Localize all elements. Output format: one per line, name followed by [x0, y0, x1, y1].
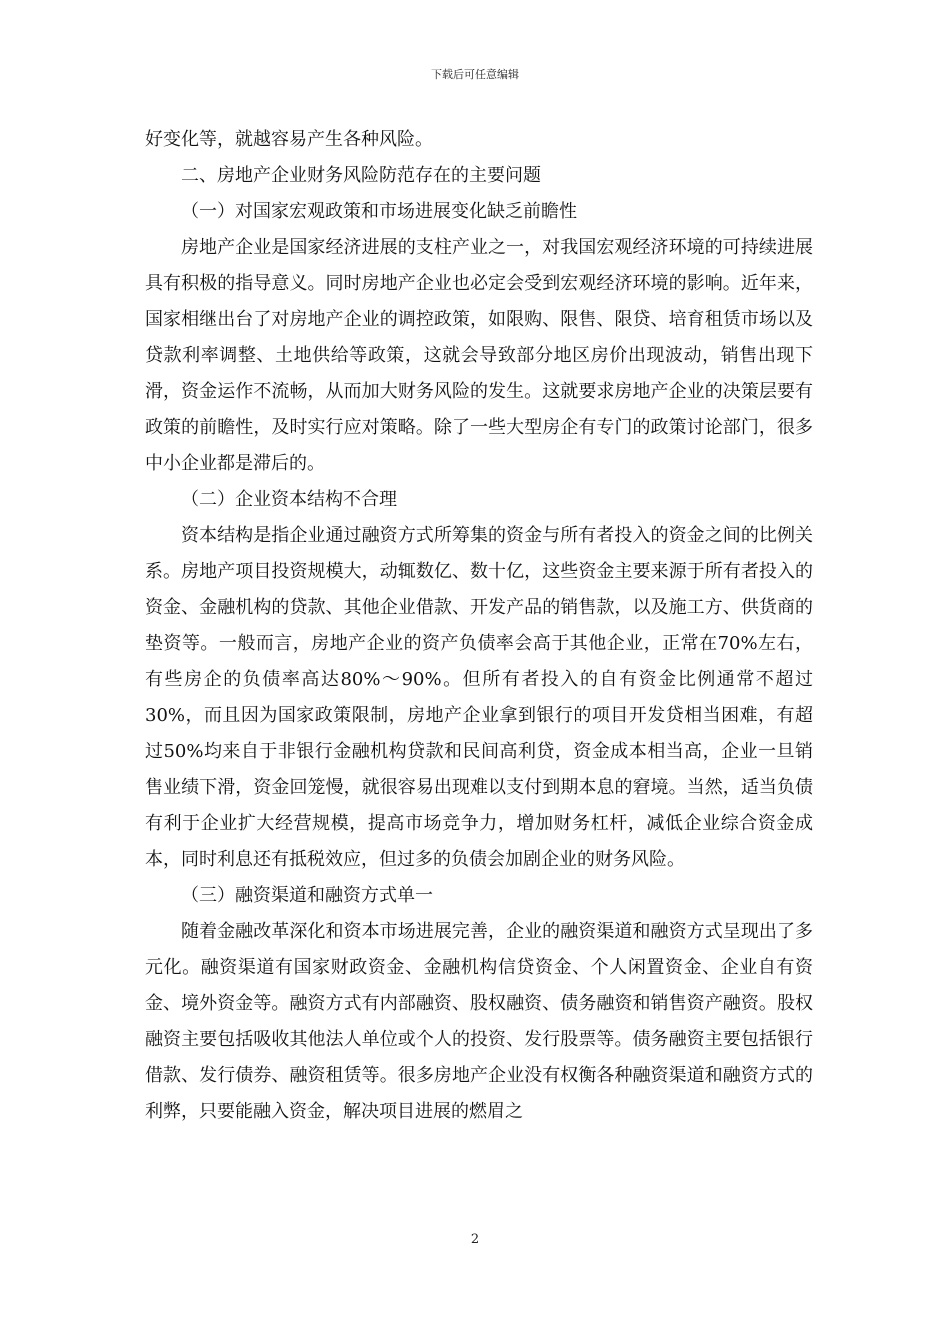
body-text [145, 122, 813, 1130]
page-number: 2 [470, 1232, 480, 1247]
paragraph-1: 房地产企业是国家经济进展的支柱产业之一，对我国宏观经济环境的可持续进展具有积极的指导意义。同时房地产企业也必定会受到宏观经济环境的影响。近年来，国家相继出台了对房地产企业的调控政策，如限购、限售、限贷、培育租赁市场以及贷款利率调整、土地供给等政策，这就会导致部分地区房价出现波动，销售出现下滑，资金运作不流畅，从而加大财务风险的发生。这就要求房地产企业的决策层要有政策的前瞻性，及时实行应对策略。除了一些大型房企有专门的政策讨论部门，很多中小企业都是滞后的。 [145, 237, 813, 474]
paragraph-2: 资本结构是指企业通过融资方式所筹集的资金与所有者投入的资金之间的比例关系。房地产项目投资规模大，动辄数亿、数十亿，这些资金主要来源于所有者投入的资金、金融机构的贷款、其他企业借款、开发产品的销售款，以及施工方、供货商的垫资等。一般而言，房地产企业的资产负债率会高于其他企业，正常在70%左右，有些房企的负债率高达80%～90%。但所有者投入的自有资金比例通常不超过30%，而且因为国家政策限制，房地产企业拿到银行的项目开发贷相当困难，有超过50%均来自于非银行金融机构贷款和民间高利贷，资金成本相当高，企业一旦销售业绩下滑，资金回笼慢，就很容易出现难以支付到期本息的窘境。当然，适当负债有利于企业扩大经营规模，提高市场竞争力，增加财务杠杆，减低企业综合资金成本，同时利息还有抵税效应，但过多的负债会加剧企业的财务风险。 [145, 525, 813, 870]
page-header: 下载后可任意编辑 [431, 68, 519, 81]
section-heading: 二、房地产企业财务风险防范存在的主要问题 [181, 165, 541, 186]
subsection-heading-3: （三）融资渠道和融资方式单一 [181, 885, 433, 906]
paragraph-continuation: 好变化等，就越容易产生各种风险。 [145, 129, 433, 150]
subsection-heading-1: （一）对国家宏观政策和市场进展变化缺乏前瞻性 [181, 201, 577, 222]
paragraph-3: 随着金融改革深化和资本市场进展完善，企业的融资渠道和融资方式呈现出了多元化。融资渠道有国家财政资金、金融机构信贷资金、个人闲置资金、企业自有资金、境外资金等。融资方式有内部融资、股权融资、债务融资和销售资产融资。股权融资主要包括吸收其他法人单位或个人的投资、发行股票等。债务融资主要包括银行借款、发行债券、融资租赁等。很多房地产企业没有权衡各种融资渠道和融资方式的利弊，只要能融入资金，解决项目进展的燃眉之 [145, 921, 813, 1122]
subsection-heading-2: （二）企业资本结构不合理 [181, 489, 397, 510]
